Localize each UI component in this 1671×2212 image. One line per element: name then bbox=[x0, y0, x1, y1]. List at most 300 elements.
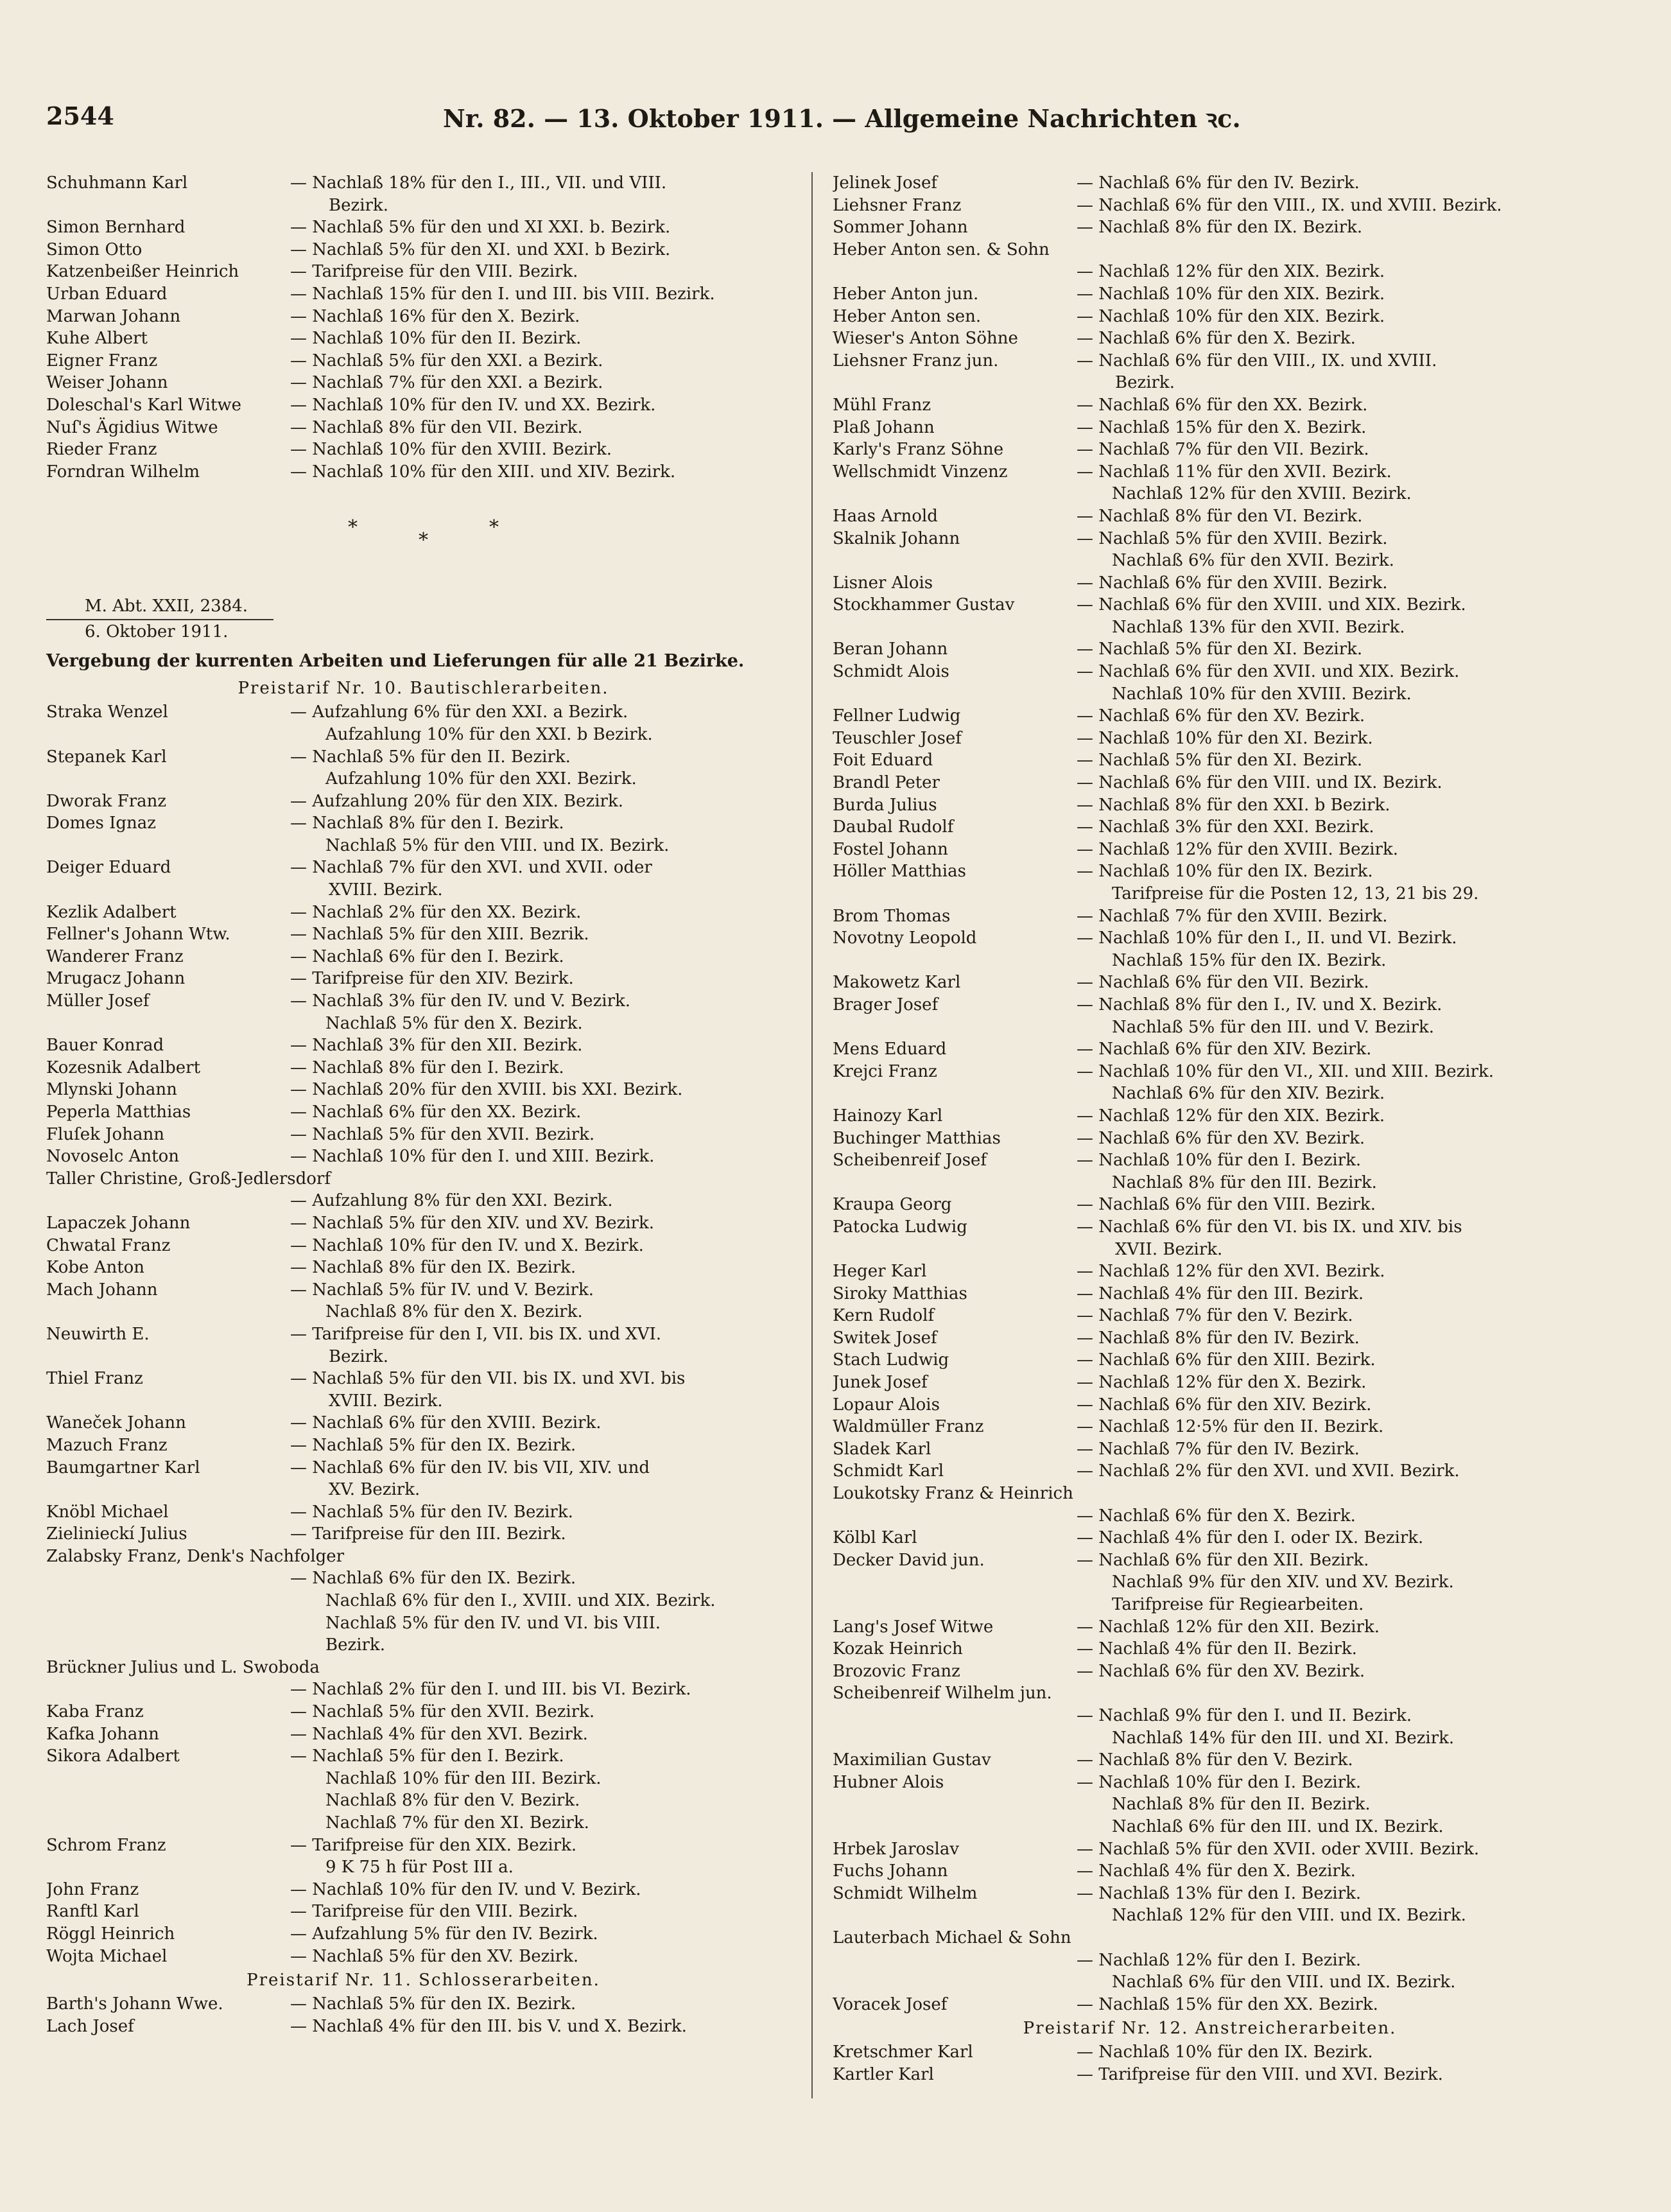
description-line: — Nachlaß 4% für den III. Bezirk. bbox=[1077, 1284, 1364, 1303]
entry-row bbox=[46, 1034, 801, 1057]
description-line: — Nachlaß 8% für den VII. Bezirk. bbox=[290, 417, 583, 437]
description-line: Tarifpreise für Regiearbeiten. bbox=[1112, 1595, 1364, 1614]
contractor-name: Peperla Matthias bbox=[46, 1102, 191, 1122]
entry-row bbox=[833, 1838, 1587, 1861]
entry-description bbox=[290, 812, 801, 857]
entry-row bbox=[833, 216, 1587, 239]
contractor-name: Brom Thomas bbox=[833, 906, 951, 926]
entry-description bbox=[290, 327, 801, 350]
entry-description bbox=[290, 1257, 801, 1279]
page-header-title: Nr. 82. — 13. Oktober 1911. — Allgemeine Nachrichten ꝛc. bbox=[443, 104, 1241, 133]
description-line: — Nachlaß 6% für den XVIII. und XIX. Bezirk. bbox=[1077, 595, 1466, 615]
entry-description bbox=[290, 239, 801, 261]
contractor-name: Switek Josef bbox=[833, 1328, 937, 1348]
entry-description bbox=[1077, 350, 1587, 394]
entry-description bbox=[1077, 195, 1587, 217]
contractor-name: Doleschal's Karl Witwe bbox=[46, 395, 242, 415]
description-line: — Nachlaß 6% für den I. Bezirk. bbox=[290, 946, 564, 966]
entry-description bbox=[1077, 572, 1587, 595]
entry-row bbox=[46, 1879, 801, 1901]
description-line: Nachlaß 15% für den IX. Bezirk. bbox=[1112, 950, 1387, 970]
contractor-name: Stepanek Karl bbox=[46, 747, 167, 767]
description-line: — Nachlaß 6% für den XIII. Bezirk. bbox=[1077, 1350, 1376, 1370]
contractor-name: Kozesnik Adalbert bbox=[46, 1058, 201, 1077]
entry-description bbox=[1077, 1149, 1587, 1194]
entry-row bbox=[46, 990, 801, 1034]
description-line: — Nachlaß 5% für den IX. Bezirk. bbox=[290, 1435, 576, 1455]
entry-row bbox=[833, 572, 1587, 595]
entry-row bbox=[46, 1745, 801, 1834]
description-line: — Nachlaß 10% für den I. Bezirk. bbox=[1077, 1151, 1362, 1171]
description-line: — Nachlaß 5% für den IX. Bezirk. bbox=[290, 1994, 576, 2014]
contractor-name: Brandl Peter bbox=[833, 773, 940, 793]
entry-description bbox=[1077, 1460, 1587, 1483]
entry-row bbox=[46, 1923, 801, 1946]
entry-description bbox=[1077, 1128, 1587, 1150]
entry-description bbox=[1077, 905, 1587, 928]
description-line: — Nachlaß 12·5% für den II. Bezirk. bbox=[1077, 1417, 1384, 1437]
description-line: — Nachlaß 6% für den XV. Bezirk. bbox=[1077, 1128, 1365, 1148]
entry-row bbox=[833, 994, 1587, 1038]
entry-description bbox=[1077, 1749, 1587, 1772]
description-line: Aufzahlung 10% für den XXI. Bezirk. bbox=[325, 769, 637, 789]
description-line: XV. Bezirk. bbox=[329, 1480, 420, 1500]
entry-description bbox=[1077, 1327, 1587, 1350]
description-line: Nachlaß 12% für den VIII. und IX. Bezirk. bbox=[1112, 1906, 1466, 1926]
entry-description bbox=[290, 968, 801, 990]
entry-row bbox=[833, 1394, 1587, 1416]
entry-row bbox=[833, 816, 1587, 839]
contractor-name: Beran Johann bbox=[833, 640, 948, 659]
description-line: — Nachlaß 10% für den IV. und V. Bezirk. bbox=[290, 1879, 641, 1899]
description-line: — Nachlaß 8% für den IV. Bezirk. bbox=[1077, 1328, 1360, 1348]
page-number: 2544 bbox=[46, 101, 114, 130]
contractor-name: Foit Eduard bbox=[833, 751, 933, 771]
description-line: — Nachlaß 10% für den XIII. und XIV. Bezirk. bbox=[290, 462, 676, 482]
entry-row bbox=[833, 661, 1587, 705]
description-line: Nachlaß 6% für den VIII. und IX. Bezirk. bbox=[1112, 1973, 1456, 1992]
entry-description bbox=[290, 1523, 801, 1546]
right-column bbox=[833, 172, 1587, 2086]
contractor-name: Stach Ludwig bbox=[833, 1350, 949, 1370]
entry-description bbox=[1077, 1772, 1587, 1838]
description-line: — Nachlaß 6% für den VII. Bezirk. bbox=[1077, 973, 1369, 993]
contractor-name: Skalnik Johann bbox=[833, 528, 960, 548]
entry-row bbox=[46, 1723, 801, 1746]
entry-row bbox=[833, 195, 1587, 217]
entry-description bbox=[1077, 1438, 1587, 1461]
contractor-name: Zielinieckí Julius bbox=[46, 1524, 187, 1544]
entry-description bbox=[1077, 2064, 1587, 2086]
description-line: Nachlaß 9% für den XIV. und XV. Bezirk. bbox=[1112, 1572, 1454, 1592]
entry-row bbox=[833, 1949, 1587, 1972]
entry-list bbox=[46, 172, 801, 483]
entry-description bbox=[290, 790, 801, 813]
contractor-name: Wanderer Franz bbox=[46, 946, 184, 966]
contractor-name: Brager Josef bbox=[833, 995, 939, 1015]
entry-row bbox=[833, 1260, 1587, 1283]
separator-star: * bbox=[489, 516, 499, 539]
entry-row bbox=[46, 946, 801, 968]
entry-description bbox=[290, 1279, 801, 1323]
entry-description bbox=[290, 1457, 801, 1501]
contractor-name: Urban Eduard bbox=[46, 284, 168, 304]
entry-row bbox=[833, 528, 1587, 572]
entry-description bbox=[290, 1124, 801, 1146]
contractor-name: Burda Julius bbox=[833, 795, 937, 815]
name-spacer bbox=[833, 261, 1077, 283]
entry-description bbox=[1077, 927, 1587, 971]
entry-row bbox=[833, 1349, 1587, 1372]
entry-row bbox=[46, 1590, 801, 1612]
description-line: — Tarifpreise für den VIII. und XVI. Bezirk. bbox=[1077, 2064, 1443, 2084]
description-line: — Nachlaß 12% für den X. Bezirk. bbox=[1077, 1373, 1367, 1393]
contractor-name: Thiel Franz bbox=[46, 1369, 143, 1389]
entry-description bbox=[1077, 994, 1587, 1038]
entry-description bbox=[290, 216, 801, 239]
entry-description bbox=[290, 746, 801, 790]
contractor-name: Kobe Anton bbox=[46, 1258, 145, 1278]
entry-description bbox=[1077, 1105, 1587, 1128]
entry-description bbox=[290, 306, 801, 328]
entry-row bbox=[46, 1257, 801, 1279]
description-line: — Nachlaß 15% für den I. und III. bis VIII. Bezirk. bbox=[290, 284, 715, 304]
entry-row bbox=[46, 1501, 801, 1524]
entry-row bbox=[833, 772, 1587, 794]
entry-description bbox=[290, 1901, 801, 1923]
entry-row bbox=[46, 1212, 801, 1235]
description-line: Bezirk. bbox=[329, 195, 388, 215]
description-line: — Nachlaß 5% für den XI. Bezirk. bbox=[1077, 640, 1363, 659]
contractor-name: Schmidt Wilhelm bbox=[833, 1883, 978, 1903]
entry-row bbox=[833, 727, 1587, 750]
entry-description bbox=[1077, 1349, 1587, 1372]
description-line: — Nachlaß 2% für den XX. Bezirk. bbox=[290, 902, 582, 922]
entry-description bbox=[1077, 1616, 1587, 1639]
description-line: — Nachlaß 12% für den XIX. Bezirk. bbox=[1077, 262, 1385, 282]
entry-row bbox=[46, 1145, 801, 1168]
entry-row bbox=[46, 1190, 801, 1212]
entry-description bbox=[290, 439, 801, 461]
entry-row bbox=[833, 1638, 1587, 1660]
document-reference: M. Abt. XXII, 2384. bbox=[46, 595, 273, 620]
entry-list bbox=[46, 1993, 801, 2037]
contractor-name: Marwan Johann bbox=[46, 306, 181, 326]
entry-description bbox=[1077, 772, 1587, 794]
entry-description bbox=[290, 1745, 801, 1834]
entry-row bbox=[46, 1993, 801, 2016]
entry-description bbox=[290, 461, 801, 483]
entry-description bbox=[1077, 727, 1587, 750]
entry-row bbox=[833, 971, 1587, 994]
description-line: Nachlaß 8% für den II. Bezirk. bbox=[1112, 1795, 1371, 1815]
description-line: — Nachlaß 11% für den XVII. Bezirk. bbox=[1077, 462, 1392, 482]
entry-row bbox=[833, 1216, 1587, 1260]
description-line: — Nachlaß 12% für den XII. Bezirk. bbox=[1077, 1617, 1380, 1637]
description-line: — Nachlaß 5% für den XVIII. Bezirk. bbox=[1077, 528, 1388, 548]
description-line: — Nachlaß 10% für den I. Bezirk. bbox=[1077, 1772, 1362, 1792]
description-line: Nachlaß 5% für den IV. und VI. bis VIII. bbox=[325, 1613, 661, 1633]
contractor-name: Schmidt Karl bbox=[833, 1461, 944, 1481]
contractor-name: Dworak Franz bbox=[46, 791, 167, 811]
description-line: — Nachlaß 5% für den XVII. oder XVIII. Bezirk. bbox=[1077, 1839, 1480, 1859]
entry-description bbox=[1077, 1305, 1587, 1327]
description-line: — Nachlaß 5% für den XVII. Bezirk. bbox=[290, 1124, 595, 1144]
entry-description bbox=[1077, 1838, 1587, 1861]
contractor-name: Domes Ignaz bbox=[46, 814, 157, 833]
entry-row bbox=[833, 1305, 1587, 1327]
contractor-name: Forndran Wilhelm bbox=[46, 462, 200, 482]
entry-description bbox=[1077, 1860, 1587, 1883]
entry-row bbox=[46, 283, 801, 306]
entry-description bbox=[290, 923, 801, 946]
entry-row bbox=[833, 749, 1587, 772]
entry-description bbox=[290, 417, 801, 439]
description-line: — Nachlaß 10% für den XVIII. Bezirk. bbox=[290, 440, 612, 460]
entry-row bbox=[833, 261, 1587, 283]
description-line: — Nachlaß 6% für den X. Bezirk. bbox=[1077, 329, 1356, 349]
contractor-name: Lach Josef bbox=[46, 2016, 134, 2036]
entry-description bbox=[290, 1567, 801, 1590]
entry-description bbox=[1077, 594, 1587, 638]
entry-description bbox=[290, 946, 801, 968]
contractor-name: Fluſek Johann bbox=[46, 1124, 164, 1144]
entry-row bbox=[833, 1860, 1587, 1883]
entry-row bbox=[833, 1660, 1587, 1683]
entry-description bbox=[1077, 839, 1587, 861]
description-line: — Nachlaß 7% für den V. Bezirk. bbox=[1077, 1306, 1353, 1326]
entry-description bbox=[1077, 1283, 1587, 1305]
contractor-name: Zalabsky Franz, Denk's Nachfolger bbox=[46, 1546, 345, 1566]
entry-row bbox=[46, 1079, 801, 1101]
entry-description bbox=[290, 1634, 801, 1657]
description-line: Bezirk. bbox=[1115, 373, 1175, 393]
entry-row bbox=[46, 812, 801, 857]
contractor-name: Patocka Ludwig bbox=[833, 1217, 967, 1237]
description-line: — Nachlaß 8% für den I. Bezirk. bbox=[290, 814, 564, 833]
contractor-name: Heber Anton sen. & Sohn bbox=[833, 239, 1050, 259]
entry-row bbox=[833, 306, 1587, 328]
description-line: — Nachlaß 15% für den XX. Bezirk. bbox=[1077, 1994, 1378, 2014]
description-line: — Nachlaß 6% für den IX. Bezirk. bbox=[290, 1569, 576, 1589]
entry-row bbox=[46, 261, 801, 283]
description-line: — Nachlaß 6% für den XIV. Bezirk. bbox=[1077, 1395, 1372, 1415]
entry-description bbox=[290, 1057, 801, 1079]
entry-description bbox=[1077, 638, 1587, 661]
contractor-name: Müller Josef bbox=[46, 991, 150, 1011]
description-line: — Nachlaß 5% für den und XI XXI. b. Bezirk. bbox=[290, 218, 671, 238]
entry-description bbox=[290, 1723, 801, 1746]
description-line: Nachlaß 10% für den XVIII. Bezirk. bbox=[1112, 684, 1412, 704]
entry-description bbox=[290, 350, 801, 372]
entry-row bbox=[833, 1327, 1587, 1350]
entry-row bbox=[833, 794, 1587, 817]
contractor-name: Lopaur Alois bbox=[833, 1395, 940, 1415]
contractor-name: Wojta Michael bbox=[46, 1946, 168, 1966]
entry-row bbox=[833, 1128, 1587, 1150]
description-line: — Nachlaß 3% für den XXI. Bezirk. bbox=[1077, 817, 1374, 837]
contractor-name: Mazuch Franz bbox=[46, 1435, 168, 1455]
contractor-name: Baumgartner Karl bbox=[46, 1458, 200, 1477]
description-line: — Nachlaß 4% für den II. Bezirk. bbox=[1077, 1639, 1357, 1659]
description-line: — Nachlaß 10% für den I., II. und VI. Bezirk. bbox=[1077, 928, 1457, 948]
description-line: — Nachlaß 18% für den I., III., VII. und VIII. bbox=[290, 173, 667, 193]
contractor-name: Sikora Adalbert bbox=[46, 1746, 180, 1766]
contractor-name: Decker David jun. bbox=[833, 1550, 985, 1570]
description-line: — Nachlaß 4% für den I. oder IX. Bezirk. bbox=[1077, 1528, 1424, 1548]
left-column bbox=[46, 172, 801, 2037]
description-line: — Nachlaß 6% für den XVII. und XIX. Bezirk. bbox=[1077, 662, 1460, 682]
description-line: — Nachlaß 5% für den XXI. a Bezirk. bbox=[290, 351, 603, 370]
entry-description bbox=[290, 1412, 801, 1434]
entry-row bbox=[46, 1457, 801, 1501]
entry-row bbox=[46, 923, 801, 946]
contractor-name: Scheibenreif Wilhelm jun. bbox=[833, 1684, 1052, 1703]
description-line: — Aufzahlung 8% für den XXI. Bezirk. bbox=[290, 1191, 613, 1211]
description-line: — Nachlaß 7% für den XVI. und XVII. oder bbox=[290, 858, 652, 878]
contractor-name: Schuhmann Karl bbox=[46, 173, 188, 193]
contractor-name: Krejci Franz bbox=[833, 1061, 937, 1081]
entry-description bbox=[290, 1145, 801, 1168]
entry-description bbox=[1077, 661, 1587, 705]
contractor-name: Wellschmidt Vinzenz bbox=[833, 462, 1008, 482]
contractor-name: Siroky Matthias bbox=[833, 1284, 967, 1303]
contractor-name: Kartler Karl bbox=[833, 2064, 934, 2084]
entry-description bbox=[1077, 1394, 1587, 1416]
contractor-name: Novoselc Anton bbox=[46, 1147, 179, 1167]
contractor-name: Sommer Johann bbox=[833, 218, 968, 238]
description-line: — Nachlaß 10% für den IV. und XX. Bezirk. bbox=[290, 395, 656, 415]
description-line: — Nachlaß 10% für den VI., XII. und XIII. Bezirk. bbox=[1077, 1061, 1494, 1081]
entry-description bbox=[1077, 1194, 1587, 1216]
entry-description bbox=[1077, 860, 1587, 905]
entry-row bbox=[833, 927, 1587, 971]
contractor-name: Ranftl Karl bbox=[46, 1902, 139, 1922]
entry-row bbox=[46, 1412, 801, 1434]
name-spacer bbox=[833, 1727, 1077, 1750]
description-line: — Nachlaß 7% für den IV. Bezirk. bbox=[1077, 1439, 1360, 1459]
contractor-name: Lauterbach Michael & Sohn bbox=[833, 1928, 1071, 1947]
entry-row bbox=[833, 350, 1587, 394]
contractor-name: Kretschmer Karl bbox=[833, 2042, 973, 2062]
entry-row bbox=[46, 417, 801, 439]
entry-row bbox=[833, 1105, 1587, 1128]
description-line: — Nachlaß 4% für den III. bis V. und X. Bezirk. bbox=[290, 2016, 687, 2036]
entry-row bbox=[833, 394, 1587, 417]
contractor-name: Heger Karl bbox=[833, 1262, 927, 1282]
description-line: 9 K 75 h für Post III a. bbox=[325, 1858, 514, 1877]
contractor-name: Heber Anton sen. bbox=[833, 306, 982, 326]
contractor-name: Barth's Johann Wwe. bbox=[46, 1994, 223, 2014]
description-line: Nachlaß 6% für den I., XVIII. und XIX. Bezirk. bbox=[325, 1591, 716, 1611]
description-line: — Nachlaß 2% für den I. und III. bis VI. Bezirk. bbox=[290, 1680, 691, 1700]
tariff-heading-12: Preistarif Nr. 12. Anstreicherarbeiten. bbox=[1023, 2019, 1397, 2039]
entry-row bbox=[833, 839, 1587, 861]
entry-row bbox=[46, 1523, 801, 1546]
contractor-name: Haas Arnold bbox=[833, 506, 938, 526]
entry-description bbox=[290, 857, 801, 901]
entry-row bbox=[833, 1460, 1587, 1483]
contractor-name: Karly's Franz Söhne bbox=[833, 440, 1004, 460]
contractor-name: Mach Johann bbox=[46, 1280, 158, 1300]
entry-row bbox=[46, 857, 801, 901]
description-line: — Nachlaß 20% für den XVIII. bis XXI. Bezirk. bbox=[290, 1080, 683, 1100]
entry-description bbox=[290, 1923, 801, 1946]
entry-row bbox=[46, 1901, 801, 1923]
entry-description bbox=[1077, 1549, 1587, 1616]
description-line: Bezirk. bbox=[329, 1346, 388, 1366]
description-line: Nachlaß 5% für den VIII. und IX. Bezirk. bbox=[325, 835, 670, 855]
description-line: Nachlaß 8% für den III. Bezirk. bbox=[1112, 1172, 1377, 1192]
entry-row bbox=[833, 172, 1587, 195]
name-spacer bbox=[46, 1190, 290, 1212]
description-line: — Nachlaß 6% für den XVIII. Bezirk. bbox=[290, 1413, 602, 1433]
entry-description bbox=[1077, 1372, 1587, 1394]
entry-row bbox=[833, 1971, 1587, 1994]
entry-row bbox=[833, 327, 1587, 350]
name-spacer bbox=[46, 1590, 290, 1612]
entry-row bbox=[833, 1283, 1587, 1305]
description-line: — Tarifpreise für den VIII. Bezirk. bbox=[290, 262, 578, 282]
contractor-name: Knöbl Michael bbox=[46, 1502, 169, 1522]
description-line: Nachlaß 10% für den III. Bezirk. bbox=[325, 1768, 602, 1788]
description-line: — Nachlaß 5% für den I. Bezirk. bbox=[290, 1746, 564, 1766]
entry-row bbox=[46, 439, 801, 461]
entry-description bbox=[1077, 1883, 1587, 1927]
entry-list bbox=[46, 701, 801, 1967]
description-line: — Nachlaß 6% für den IV. bis VII, XIV. und bbox=[290, 1458, 650, 1477]
entry-row bbox=[46, 1834, 801, 1879]
description-line: — Nachlaß 5% für den IV. Bezirk. bbox=[290, 1502, 573, 1522]
entry-row bbox=[833, 860, 1587, 905]
entry-row bbox=[46, 1678, 801, 1701]
contractor-name: Chwatal Franz bbox=[46, 1235, 171, 1255]
description-line: — Nachlaß 12% für den XIX. Bezirk. bbox=[1077, 1106, 1385, 1126]
entry-description bbox=[1077, 1505, 1587, 1528]
description-line: Nachlaß 13% für den XVII. Bezirk. bbox=[1112, 617, 1405, 637]
description-line: — Nachlaß 7% für den VII. Bezirk. bbox=[1077, 440, 1369, 460]
description-line: — Tarifpreise für den III. Bezirk. bbox=[290, 1524, 566, 1544]
description-line: Nachlaß 5% für den X. Bezirk. bbox=[325, 1013, 583, 1033]
entry-description bbox=[1077, 417, 1587, 439]
description-line: — Nachlaß 3% für den IV. und V. Bezirk. bbox=[290, 991, 631, 1011]
entry-row bbox=[833, 1727, 1587, 1750]
description-line: — Nachlaß 5% für den VII. bis IX. und XVI. bis bbox=[290, 1369, 686, 1389]
entry-description bbox=[290, 1034, 801, 1057]
entry-description bbox=[1077, 261, 1587, 283]
entry-row bbox=[46, 1946, 801, 1968]
entry-description bbox=[1077, 1260, 1587, 1283]
document-date: 6. Oktober 1911. bbox=[85, 622, 229, 642]
description-line: — Nachlaß 6% für den VIII. Bezirk. bbox=[1077, 1195, 1376, 1215]
contractor-name: Jelinek Josef bbox=[833, 173, 938, 193]
description-line: Nachlaß 6% für den XIV. Bezirk. bbox=[1112, 1084, 1385, 1104]
tariff-heading-11: Preistarif Nr. 11. Schlosserarbeiten. bbox=[247, 1971, 600, 1990]
name-spacer bbox=[46, 1634, 290, 1657]
entry-description bbox=[290, 1323, 801, 1368]
entry-description bbox=[290, 990, 801, 1034]
entry-description bbox=[1077, 1038, 1587, 1061]
description-line: — Nachlaß 13% für den I. Bezirk. bbox=[1077, 1883, 1362, 1903]
entry-description bbox=[1077, 461, 1587, 505]
entry-description bbox=[1077, 172, 1587, 195]
contractor-name: Makowetz Karl bbox=[833, 973, 961, 993]
entry-row bbox=[46, 1279, 801, 1323]
entry-row bbox=[46, 1124, 801, 1146]
description-line: — Nachlaß 10% für den IV. und X. Bezirk. bbox=[290, 1235, 644, 1255]
description-line: XVII. Bezirk. bbox=[1115, 1239, 1223, 1259]
entry-description bbox=[1077, 1994, 1587, 2016]
